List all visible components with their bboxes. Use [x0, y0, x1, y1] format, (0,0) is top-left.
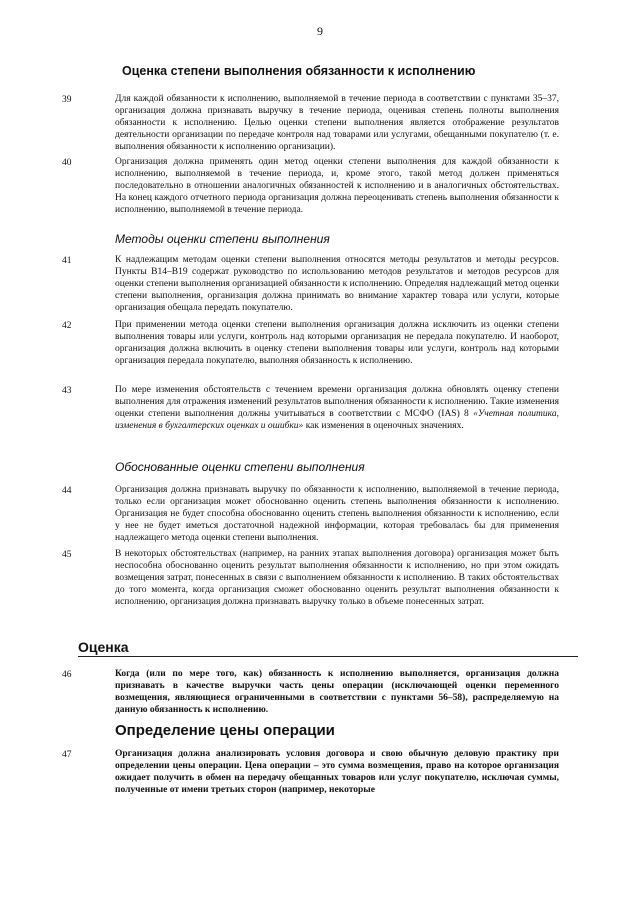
paragraph-43-text-a: По мере изменения обстоятельств с течением времени организация должна обновлять оценку степени выполнения для отражения изменений результатов выполнения обязанности к исполнению. Такие изменения оценки степени выполнения должны учитываться в соответствии с МСФО (IAS) 8 — [115, 385, 559, 420]
paragraph-number-43: 43 — [62, 386, 72, 396]
paragraph-number-39: 39 — [62, 95, 72, 105]
section-title-assessment-methods: Методы оценки степени выполнения — [115, 232, 330, 246]
page-number: 9 — [317, 24, 323, 38]
section-title-completion-assessment: Оценка степени выполнения обязанности к исполнению — [122, 64, 476, 78]
paragraph-43-text-b: как изменения в оценочных значениях. — [303, 421, 464, 432]
paragraph-number-45: 45 — [62, 550, 72, 560]
paragraph-39: Для каждой обязанности к исполнению, выполняемой в течение периода в соответствии с пунктами 35–37, организация должна признавать выручку в течение периода, оценивая степень полноты выполнения обязанности к исполнению. Целью оценки степени выполнения является отображение результатов деятельности организации по передаче контроля над товарами или услугами, обещанными покупателю (т. е. выполнения обязанности к исполнению организации). — [115, 94, 559, 153]
paragraph-40: Организация должна применять один метод оценки степени выполнения для каждой обязанности к исполнению, выполняемой в течение периода, и, кроме этого, такой метод должен применяться последовательно в отношении аналогичных обязанностей к исполнению и в аналогичных обстоятельствах. На конец каждого отчетного периода организация должна переоценивать степень выполнения обязанности к исполнению, выполняемой в течение периода. — [115, 157, 559, 216]
paragraph-43-standard-title: «Учетная политика, изменения в бухгалтерских оценках и ошибки» — [115, 409, 559, 432]
paragraph-46: Когда (или по мере того, как) обязанность к исполнению выполняется, организация должна признавать в качестве выручки часть цены операции (исключающей оценки переменного возмещения, являющиеся ограниченными в соответствии с пунктами 56–58), распределяемую на данную обязанность к исполнению. — [115, 669, 559, 716]
paragraph-44: Организация должна признавать выручку по обязанности к исполнению, выполняемой в течение периода, только если организация может обоснованно оценить степень выполнения обязанности к исполнению. Организация не будет способна обоснованно оценить степень выполнения обязанности к исполнению, если у нее не будет иметься достаточной надежной информации, которая требовалась бы для применения надлежащего метода оценки степени выполнения. — [115, 485, 559, 544]
paragraph-number-44: 44 — [62, 486, 72, 496]
paragraph-number-42: 42 — [62, 321, 72, 331]
paragraph-number-47: 47 — [62, 750, 72, 760]
section-title-reasonable-estimates: Обоснованные оценки степени выполнения — [115, 460, 365, 474]
paragraph-45: В некоторых обстоятельствах (например, на ранних этапах выполнения договора) организация может быть неспособна обоснованно оценить результат выполнения обязанности к исполнению, но при этом ожидать возмещения затрат, понесенных в связи с выполнением обязанности к исполнению. В таких обстоятельствах до того момента, когда организация сможет обоснованно оценить результат выполнения обязанности к исполнению, организация должна признавать выручку только в объеме понесенных затрат. — [115, 549, 559, 608]
paragraph-number-41: 41 — [62, 256, 72, 266]
paragraph-number-40: 40 — [62, 158, 72, 168]
section-title-measurement: Оценка — [78, 639, 578, 657]
paragraph-47: Организация должна анализировать условия договора и свою обычную деловую практику при определении цены операции. Цена операции – это сумма возмещения, право на которое организация ожидает получить в обмен на передачу обещанных товаров или услуг покупателю, исключая суммы, полученные от имени третьих сторон (например, некоторые — [115, 749, 559, 796]
paragraph-41: К надлежащим методам оценки степени выполнения относятся методы результатов и методы ресурсов. Пункты B14–B19 содержат руководство по использованию методов результатов и методов ресурсов для оценки степени выполнения организацией обязанности к исполнению. Определяя надлежащий метод оценки степени выполнения, организация должна принимать во внимание характер товара или услуги, которые организация обещала передать покупателю. — [115, 255, 559, 314]
paragraph-number-46: 46 — [62, 670, 72, 680]
paragraph-42: При применении метода оценки степени выполнения организация должна исключить из оценки степени выполнения товары или услуги, контроль над которыми организация не передала покупателю. И наоборот, организация должна включить в оценку степени выполнения товары или услуги, контроль над которыми организация передала покупателю, выполняя обязанность к исполнению. — [115, 320, 559, 367]
paragraph-43 — [115, 384, 559, 432]
section-title-transaction-price: Определение цены операции — [115, 722, 335, 739]
